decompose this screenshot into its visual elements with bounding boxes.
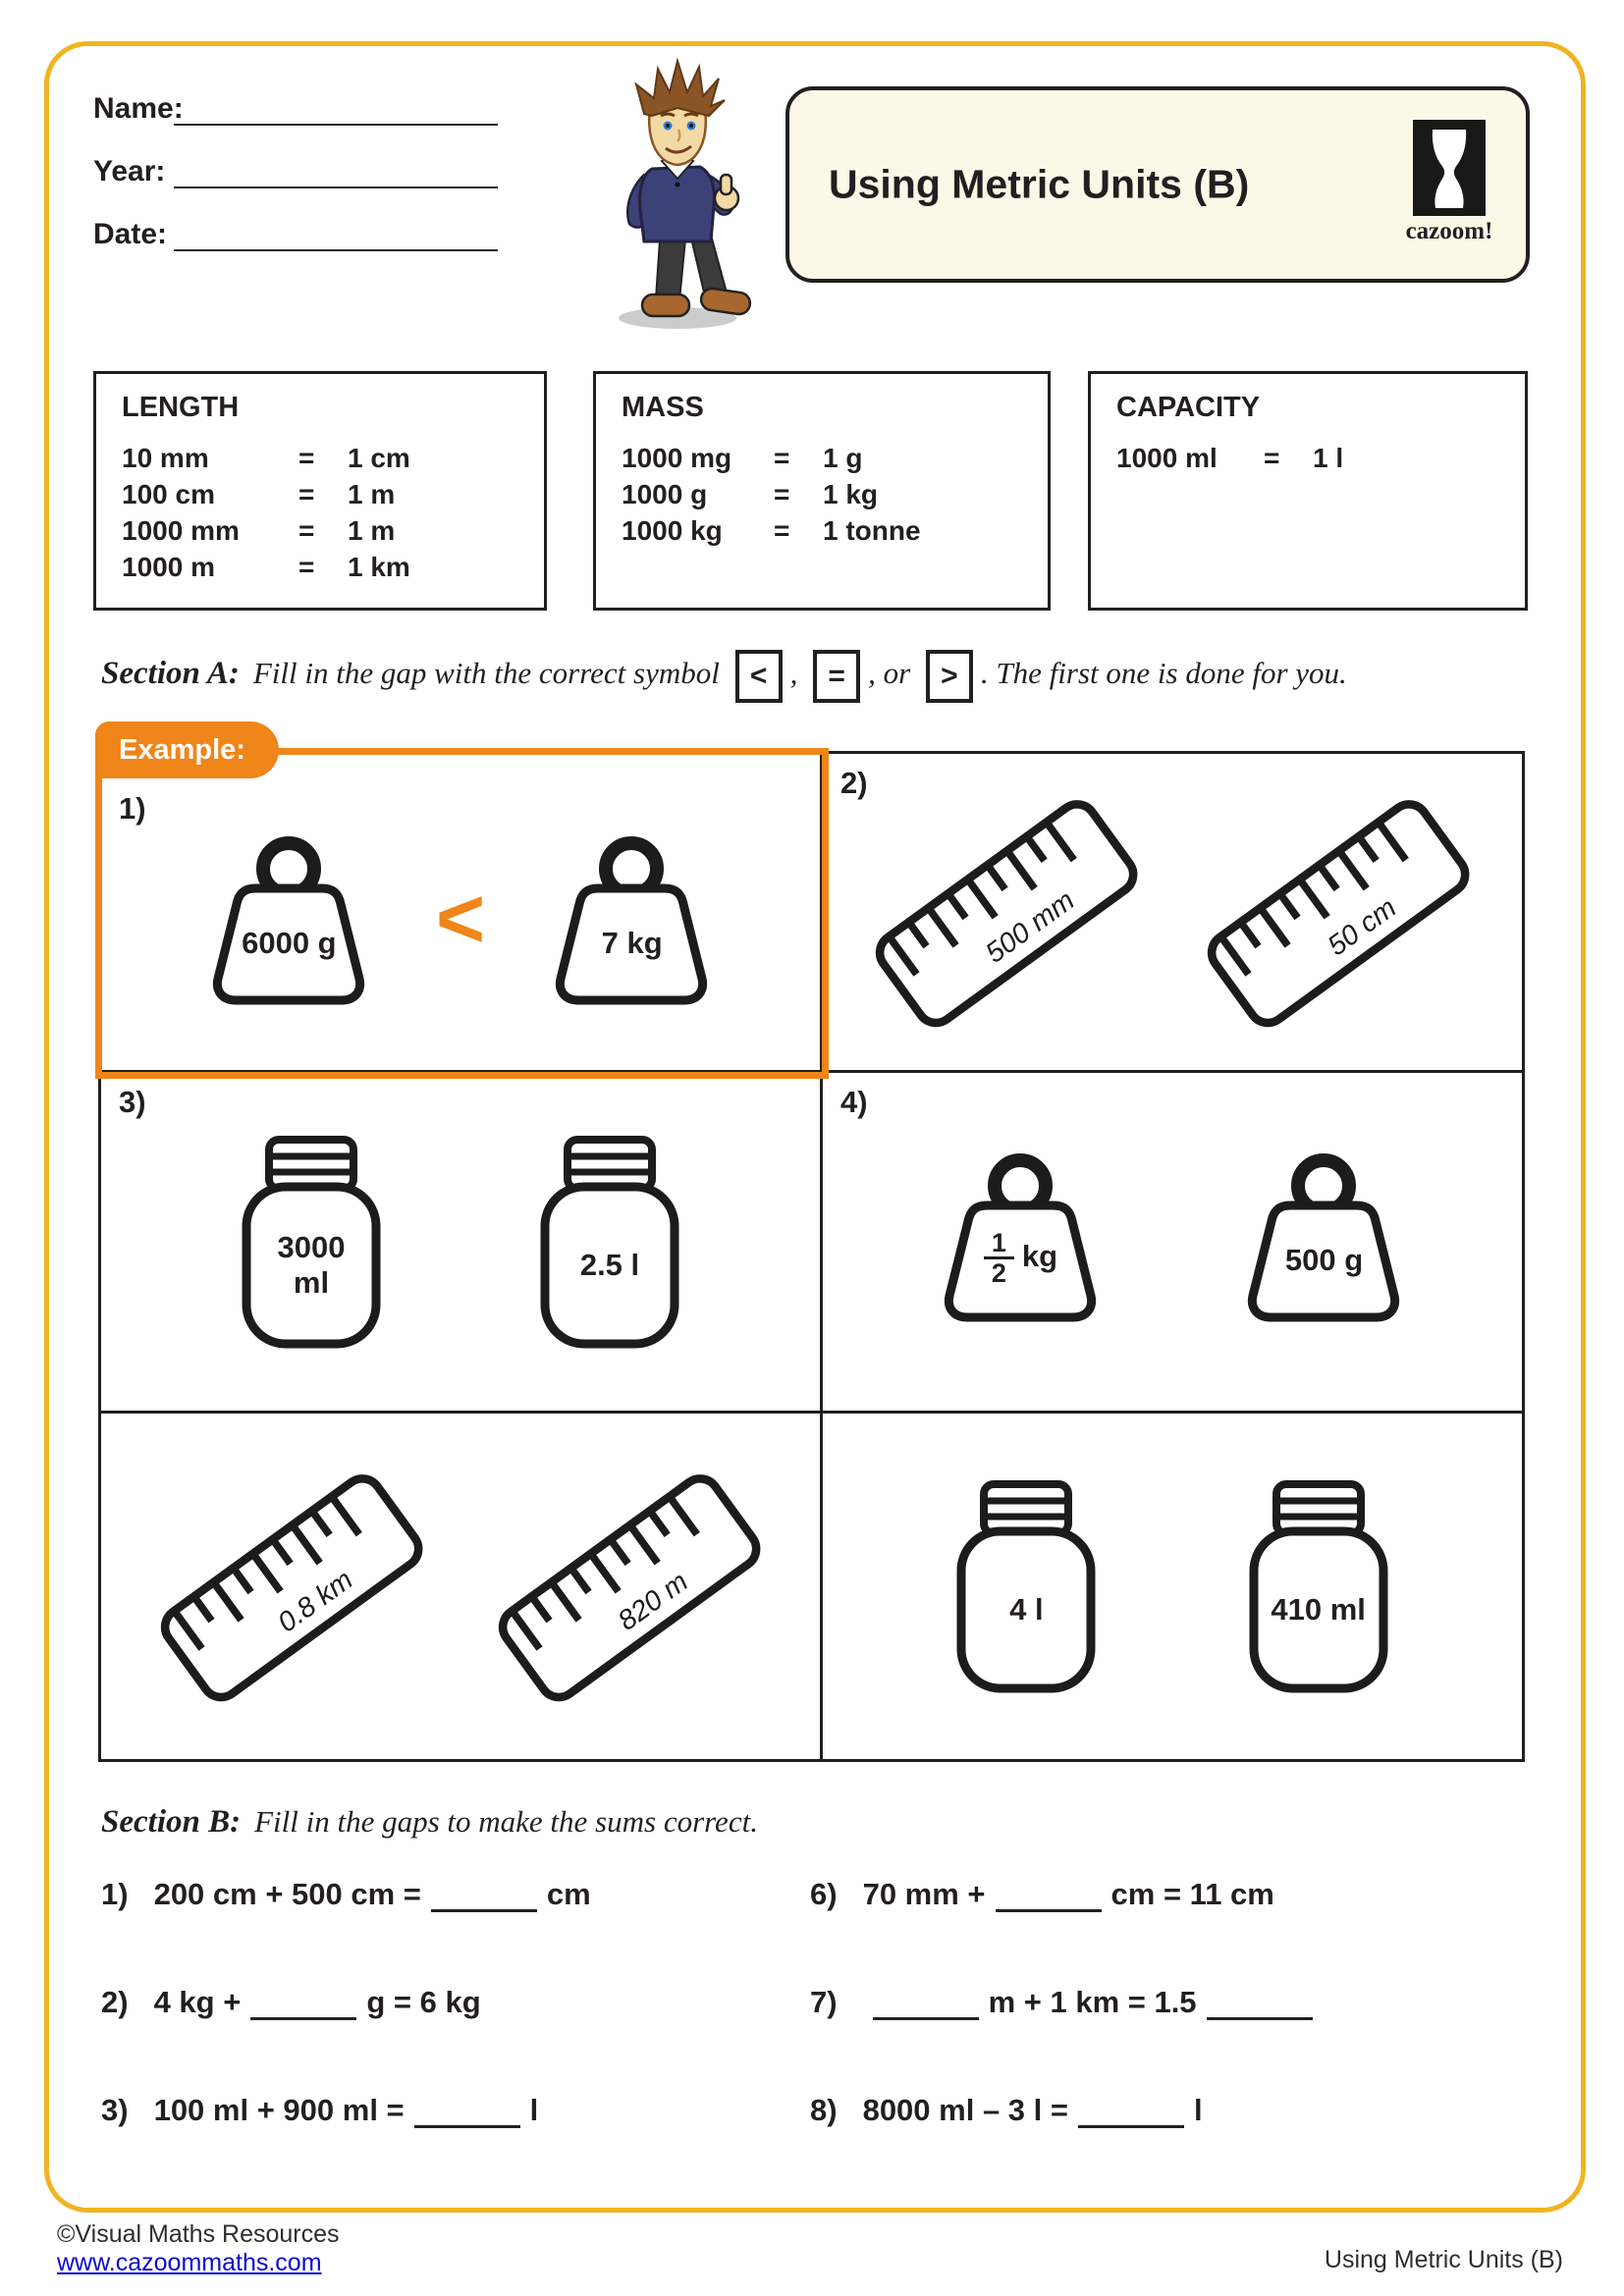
length-title: LENGTH xyxy=(122,392,240,423)
section-a-instruction-post: . The first one is done for you. xyxy=(980,656,1347,691)
table-row: 1000 m = 1 km xyxy=(122,552,410,582)
mascot-illustration xyxy=(587,51,784,341)
date-line xyxy=(174,249,498,251)
question-4-cell xyxy=(823,1073,1522,1414)
ruler-value-label: 0.8 km xyxy=(272,1564,359,1639)
sum-q1: 1) 200 cm + 500 cm = cm xyxy=(101,1877,591,1911)
question-number: 4) xyxy=(840,1085,868,1119)
section-b-heading xyxy=(101,1804,758,1841)
ruler-icon xyxy=(1191,774,1486,1049)
cazoommaths-link[interactable]: www.cazoommaths.com xyxy=(57,2249,322,2276)
weight-icon xyxy=(184,829,395,1021)
title-box xyxy=(785,86,1530,283)
jar-value-label: 410 ml xyxy=(1271,1591,1366,1627)
mass-title: MASS xyxy=(622,392,704,423)
question-number: 2) xyxy=(840,766,868,800)
question-number: 3) xyxy=(119,1085,146,1119)
cazoom-logo-icon xyxy=(1413,120,1486,216)
equals-symbol-box: = xyxy=(813,650,860,703)
date-field xyxy=(93,218,506,257)
capacity-title: CAPACITY xyxy=(1116,392,1261,423)
weight-value-label: 7 kg xyxy=(601,925,663,960)
jar-value-label: 2.5 l xyxy=(579,1247,640,1282)
section-a-instruction-pre: Fill in the gap with the correct symbol xyxy=(252,656,720,691)
answer-blank xyxy=(1207,1988,1313,2020)
page-title: Using Metric Units (B) xyxy=(829,161,1250,207)
comparator-less-than: < xyxy=(435,872,486,966)
ruler-value-label: 500 mm xyxy=(980,884,1081,970)
example-tab: Example: xyxy=(95,721,279,778)
table-row: 100 cm = 1 m xyxy=(122,479,396,509)
weight-icon xyxy=(526,829,737,1021)
weight-icon xyxy=(915,1147,1126,1338)
footer-right: Using Metric Units (B) xyxy=(1324,2246,1563,2273)
sum-q3: 3) 100 ml + 900 ml = l xyxy=(101,2093,539,2127)
table-row: 1000 mm = 1 m xyxy=(122,515,396,546)
name-field xyxy=(93,92,506,132)
weight-value-label: $\frac{1}{2}$ kg xyxy=(915,1229,1126,1288)
ruler-value-label: 50 cm xyxy=(1322,891,1402,963)
question-1-cell xyxy=(101,754,823,1073)
jar-value-label: 4 l xyxy=(1009,1591,1044,1627)
name-line xyxy=(174,124,498,126)
question-3-cell xyxy=(101,1073,823,1414)
section-b-instruction: Fill in the gaps to make the sums correct. xyxy=(254,1804,758,1839)
weight-value-label: 500 g xyxy=(1284,1242,1364,1277)
sum-q2: 2) 4 kg + g = 6 kg xyxy=(101,1985,481,2019)
answer-blank xyxy=(250,1988,356,2020)
ruler-icon xyxy=(144,1449,439,1724)
section-b-label: Section B: xyxy=(101,1804,242,1840)
jar-icon xyxy=(223,1132,400,1353)
year-field xyxy=(93,155,506,194)
jar-icon xyxy=(1230,1476,1407,1697)
weight-icon xyxy=(1218,1147,1430,1338)
year-label: Year: xyxy=(93,155,166,187)
cazoom-logo xyxy=(1400,120,1498,245)
copyright-text: ©Visual Maths Resources xyxy=(57,2220,340,2248)
cazoom-logo-word: cazoom! xyxy=(1405,218,1493,244)
ruler-value-label: 820 m xyxy=(612,1566,694,1637)
sum-q7: 7) m + 1 km = 1.5 xyxy=(810,1985,1323,2020)
sum-q6: 6) 70 mm + cm = 11 cm xyxy=(810,1877,1274,1911)
question-5-cell xyxy=(101,1414,823,1759)
answer-blank xyxy=(431,1880,537,1912)
question-2-cell xyxy=(823,754,1522,1073)
greater-than-symbol-box: > xyxy=(926,650,973,703)
jar-value-label: 3000 ml xyxy=(277,1229,346,1300)
section-a-question-grid xyxy=(98,751,1525,1762)
answer-blank xyxy=(996,1880,1102,1912)
sum-q8: 8) 8000 ml – 3 l = l xyxy=(810,2093,1203,2127)
ruler-icon xyxy=(859,774,1154,1049)
mass-reference-box xyxy=(593,371,1051,611)
table-row: 10 mm = 1 cm xyxy=(122,443,410,473)
less-than-symbol-box: < xyxy=(735,650,783,703)
footer-left xyxy=(57,2220,340,2277)
table-row: 1000 kg = 1 tonne xyxy=(622,515,921,546)
length-reference-box xyxy=(93,371,547,611)
section-a-label: Section A: xyxy=(101,656,240,692)
table-row: 1000 g = 1 kg xyxy=(622,479,879,509)
separator: , xyxy=(789,656,798,691)
answer-blank xyxy=(1078,2096,1184,2128)
fraction: $\frac{1}{2}$ xyxy=(984,1229,1014,1288)
year-line xyxy=(174,187,498,188)
ruler-icon xyxy=(482,1449,777,1724)
weight-value-label: 6000 g xyxy=(242,925,337,960)
answer-blank xyxy=(873,1988,979,2020)
jar-icon xyxy=(938,1476,1114,1697)
separator: , or xyxy=(868,656,911,691)
question-number: 1) xyxy=(119,791,146,826)
table-row: 1000 mg = 1 g xyxy=(622,443,863,473)
table-row: 1000 ml = 1 l xyxy=(1116,443,1344,473)
answer-blank xyxy=(414,2096,520,2128)
name-label: Name: xyxy=(93,92,184,125)
question-6-cell xyxy=(823,1414,1522,1759)
date-label: Date: xyxy=(93,218,168,250)
section-a-heading xyxy=(101,650,1347,703)
capacity-reference-box xyxy=(1088,371,1528,611)
jar-icon xyxy=(521,1132,698,1353)
